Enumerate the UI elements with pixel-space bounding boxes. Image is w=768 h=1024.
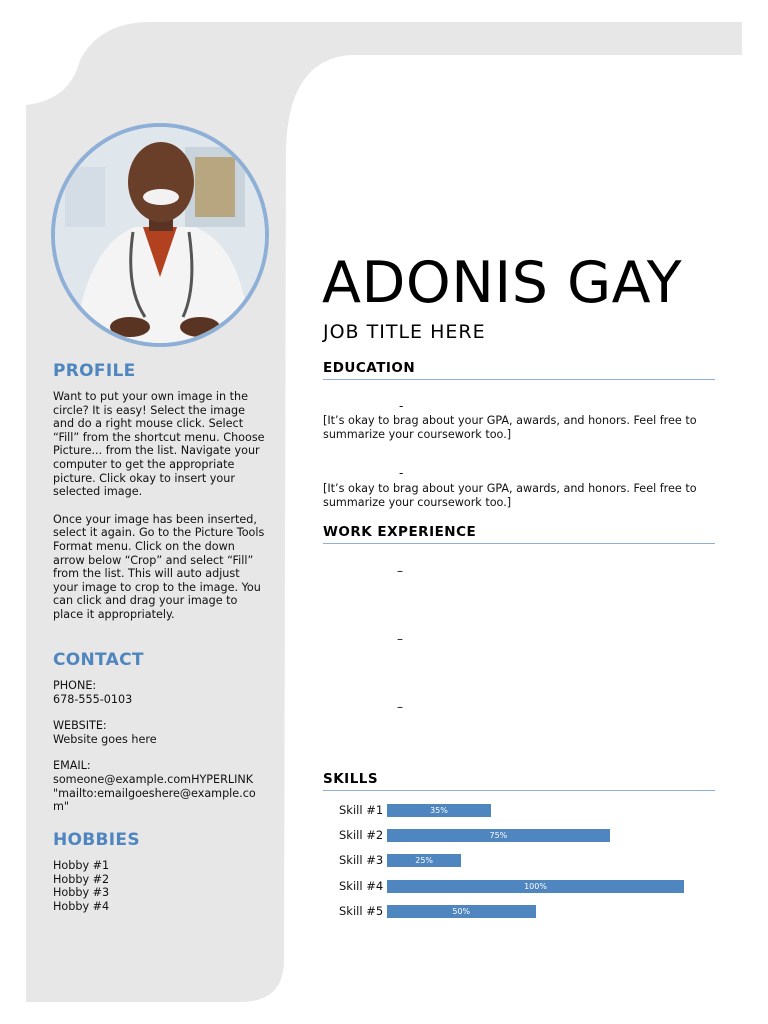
skill-bar — [387, 905, 536, 918]
skill-row — [323, 850, 715, 875]
skill-label: Skill #4 — [339, 878, 384, 893]
job-title: JOB TITLE HERE — [323, 321, 486, 343]
profile-heading: PROFILE — [53, 361, 136, 381]
hobbies-heading: HOBBIES — [53, 830, 140, 850]
email-label: EMAIL: — [53, 759, 91, 773]
skill-label: Skill #2 — [339, 828, 384, 843]
hobby-item: Hobby #2 — [53, 872, 110, 886]
work-entry-dash: – — [397, 564, 403, 578]
hobby-item: Hobby #4 — [53, 899, 110, 913]
skills-chart — [323, 800, 715, 926]
work-experience-heading: WORK EXPERIENCE — [323, 524, 715, 544]
contact-heading: CONTACT — [53, 650, 144, 670]
skill-percent: 75% — [489, 831, 508, 841]
website-label: WEBSITE: — [53, 719, 107, 733]
profile-paragraph-2: Once your image has been inserted, select it again. Go to the Picture Tools Format menu. Click on the down arrow below “Crop” and select “Fill” from the list. This will auto adjust your image to crop to the image. You can click and drag your image to place it appropriately. — [53, 512, 265, 621]
skill-bar — [387, 854, 461, 867]
education-heading: EDUCATION — [323, 360, 715, 380]
skill-label: Skill #5 — [339, 903, 384, 918]
education-entry-description: [It’s okay to brag about your GPA, awards, and honors. Feel free to summarize your coursework too.] — [323, 482, 697, 509]
education-entry-description: [It’s okay to brag about your GPA, awards, and honors. Feel free to summarize your coursework too.] — [323, 414, 697, 441]
hobbies-section — [53, 830, 265, 913]
skill-row — [323, 876, 715, 901]
phone-value: 678-555-0103 — [53, 692, 133, 706]
skill-label: Skill #3 — [339, 853, 384, 868]
hobby-item: Hobby #1 — [53, 859, 110, 872]
skill-percent: 35% — [430, 806, 448, 815]
profile-photo — [51, 123, 269, 347]
website-value: Website goes here — [53, 732, 157, 746]
phone-label: PHONE: — [53, 679, 97, 692]
doctor-portrait-icon — [55, 127, 265, 343]
skill-bar — [387, 880, 684, 893]
skill-label: Skill #1 — [339, 803, 384, 817]
education-entry-dash: - — [399, 399, 404, 413]
resume-name: ADONIS GAY — [322, 250, 683, 316]
skill-row — [323, 901, 715, 926]
skill-percent: 25% — [415, 856, 434, 866]
contact-section — [53, 650, 265, 814]
education-entry-dash: - — [399, 466, 404, 480]
skill-bar — [387, 829, 610, 842]
skills-heading: SKILLS — [323, 771, 715, 791]
skill-bar — [387, 804, 491, 817]
profile-paragraph-1: Want to put your own image in the circle? It is easy! Select the image and do a right mouse click. Select “Fill” from the shortcut menu. Choose Picture... from the list. Navigate your computer to get the appropriate picture. Click okay to insert your selected image. — [53, 390, 265, 499]
work-entry-dash: – — [397, 632, 403, 646]
profile-section — [53, 361, 265, 622]
skill-row — [323, 800, 715, 825]
work-entry-dash: – — [397, 700, 403, 714]
skill-percent: 100% — [524, 881, 547, 891]
skill-row — [323, 825, 715, 850]
hobbies-list — [53, 859, 265, 913]
email-value: someone@example.comHYPERLINK "mailto:emailgoeshere@example.com" — [53, 772, 256, 814]
hobby-item: Hobby #3 — [53, 886, 110, 900]
skill-percent: 50% — [452, 906, 471, 916]
